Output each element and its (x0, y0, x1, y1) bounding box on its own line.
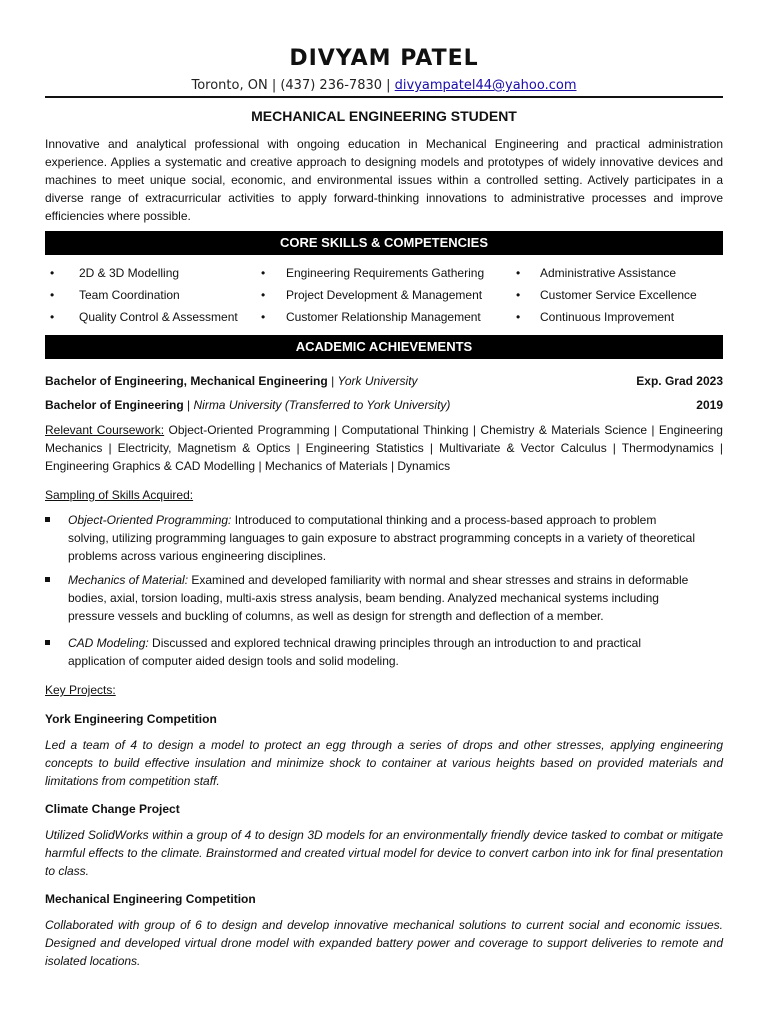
profile-summary: Innovative and analytical professional with ongoing education in Mechanical Engineering and practical administration experience. Applies a systematic and creative approach to designing models and prototypes of widely innovative devices and machines to meet unique social, economic, and environmental issues within a controlled setting. Actively participates in a diverse range of extracurricular activities to apply forward-thinking innovations to administrative processes and improve efficiencies where possible. (45, 137, 723, 223)
bullet-icon: • (516, 288, 521, 302)
sample-title: CAD Modeling: (68, 636, 149, 650)
school-name: Nirma University (Transferred to York University) (193, 398, 451, 412)
project-description: Utilized SolidWorks within a group of 4 to design 3D models for an environmentally friendly device tasked to combat or mitigate harmful effects to the climate. Brainstormed and created virtual model for device to convert carbon into ink for final presentation to class. (45, 828, 723, 878)
contact-details: Toronto, ON | (437) 236-7830 | (191, 78, 395, 93)
bullet-icon: • (261, 288, 266, 302)
sampling-label: Sampling of Skills Acquired: (45, 488, 194, 502)
bullet-icon: • (50, 288, 55, 302)
academic-section-header: ACADEMIC ACHIEVEMENTS (45, 335, 723, 359)
project-title: Climate Change Project (45, 802, 180, 816)
degree-entry: Bachelor of Engineering, Mechanical Engineering | York University Exp. Grad 2023 (45, 374, 723, 388)
skill-sample-item: CAD Modeling: Discussed and explored technical drawing principles through an introduction to and practical application of computer aided design tools and solid modeling. (45, 634, 723, 670)
candidate-name: DIVYAM PATEL (289, 46, 479, 71)
school-name: York University (337, 374, 418, 388)
bullet-icon: • (516, 266, 521, 280)
project-title: York Engineering Competition (45, 712, 217, 726)
bullet-icon: • (50, 266, 55, 280)
bullet-icon: • (516, 310, 521, 324)
sample-title: Mechanics of Material: (68, 573, 189, 587)
degree-date: 2019 (696, 398, 723, 412)
sample-title: Object-Oriented Programming: (68, 513, 232, 527)
bullet-icon: • (261, 310, 266, 324)
coursework-list: Object-Oriented Programming | Computational Thinking | Chemistry & Materials Science | Engineering Mechanics | Electricity, Magnetism & Optics | Engineering Statistics | Multivariate & Vector Calculus | Thermodynamics | Engineering Graphics & CAD Modelling | Mechanics of Materials | Dynamics (45, 423, 723, 473)
skill-sample-item: Mechanics of Material: Examined and developed familiarity with normal and shear stresses and strains in deformable bodies, axial, torsion loading, multi-axis stress analysis, beam bending. Analyzed mechanical systems including pressure vessels and buckling of columns, as well as design for strength and deflection of a member. (45, 571, 723, 625)
email-link[interactable]: divyampatel44@yahoo.com (394, 78, 577, 93)
skills-list: • 2D & 3D Modelling • Team Coordination • Quality Control & Assessment • Engineering Requirements Gathering • Project Development & Management • Customer Relationship Management • Administrative Assistance • Customer Service Excellence • Continuous Improvement (50, 266, 697, 324)
degree-entry: Bachelor of Engineering | Nirma University (Transferred to York University) 2019 (45, 398, 723, 412)
project-description: Led a team of 4 to design a model to protect an egg through a series of drops and other stresses, applying engineering concepts to build effective insulation and minimize shock to container at various heights based on provided materials and limitations from competition staff. (45, 738, 723, 788)
project-description: Collaborated with group of 6 to design and develop innovative mechanical solutions to current social and economic issues. Designed and developed virtual drone model with expanded battery power and coverage to support deliveries to remote and isolated locations. (45, 918, 723, 968)
project-title: Mechanical Engineering Competition (45, 892, 256, 906)
header-divider (45, 96, 723, 98)
coursework-label: Relevant Coursework: (45, 423, 165, 437)
skill-sample-item: Object-Oriented Programming: Introduced to computational thinking and a process-based approach to problem solving, utilizing programming languages to gain exposure to abstract programming concepts in a variety of theoretical problems across various engineering disciplines. (45, 511, 723, 565)
relevant-coursework (45, 421, 723, 475)
contact-line (45, 78, 723, 93)
bullet-icon: • (50, 310, 55, 324)
square-bullet-icon (45, 577, 50, 582)
resume-headline: MECHANICAL ENGINEERING STUDENT (251, 108, 517, 124)
degree-date: Exp. Grad 2023 (636, 374, 723, 388)
degree-title: Bachelor of Engineering, Mechanical Engineering (45, 374, 328, 388)
projects-label: Key Projects: (45, 683, 116, 697)
square-bullet-icon (45, 640, 50, 645)
degree-title: Bachelor of Engineering (45, 398, 184, 412)
skills-section-header: CORE SKILLS & COMPETENCIES (45, 231, 723, 255)
square-bullet-icon (45, 517, 50, 522)
bullet-icon: • (261, 266, 266, 280)
